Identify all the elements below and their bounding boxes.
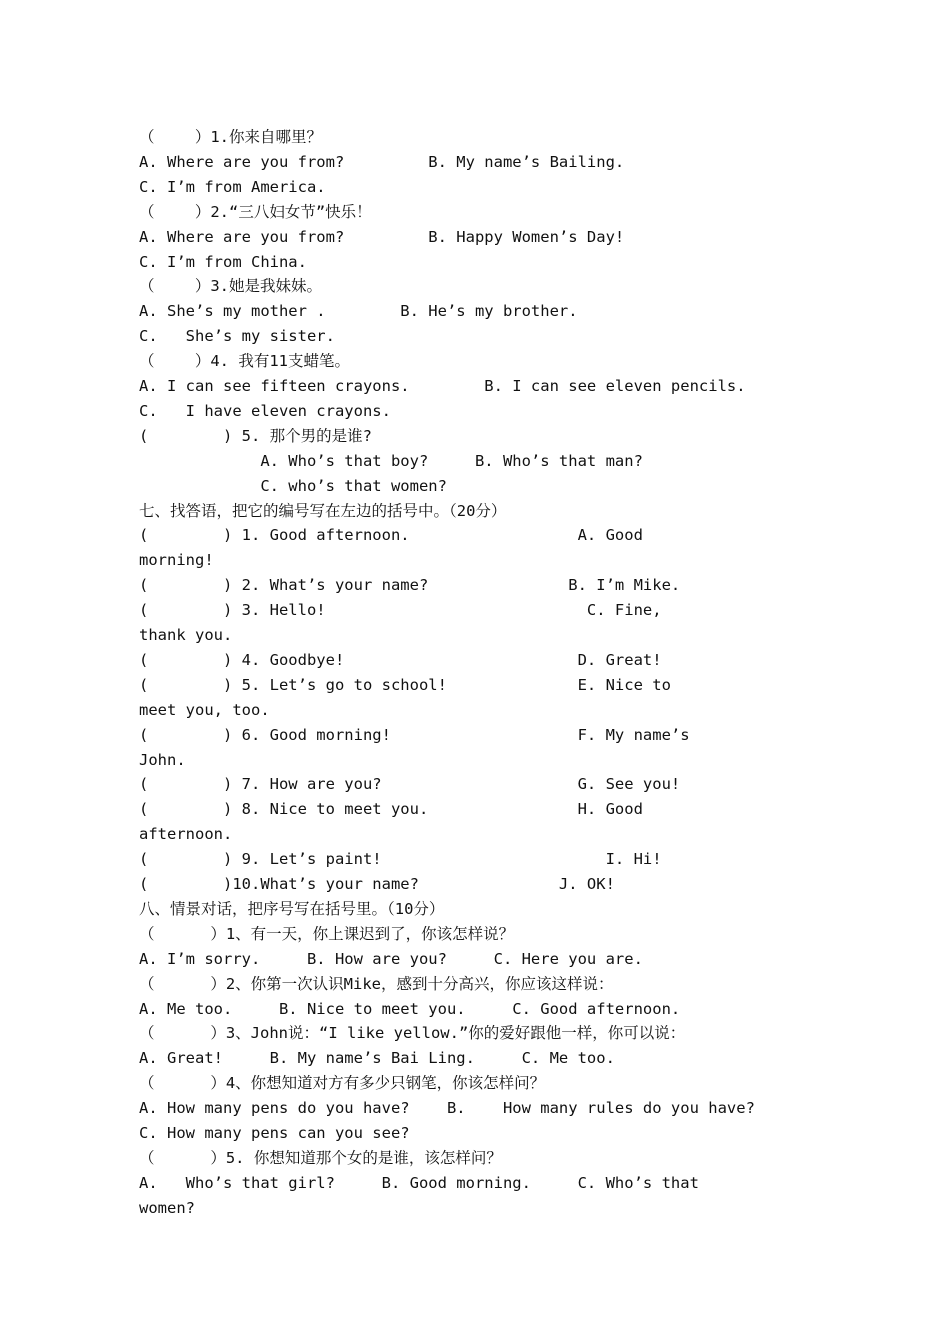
text-line: women?: [139, 1198, 195, 1217]
text-line: 七、找答语，把它的编号写在左边的括号中。（20分）: [139, 501, 507, 520]
text-line: A. She’s my mother . B. He’s my brother.: [139, 302, 578, 321]
text-line: A. Me too. B. Nice to meet you. C. Good afternoon.: [139, 999, 681, 1018]
text-line: C. I have eleven crayons.: [139, 401, 391, 420]
text-line: John.: [139, 750, 186, 769]
text-line: A. Where are you from? B. Happy Women’s Day!: [139, 227, 625, 246]
text-line: A. Great! B. My name’s Bai Ling. C. Me too.: [139, 1049, 615, 1068]
text-line: morning!: [139, 551, 214, 570]
text-line: （ ）4、你想知道对方有多少只钢笔，你该怎样问？: [139, 1074, 546, 1093]
text-line: ( ) 2. What’s your name? B. I’m Mike.: [139, 576, 681, 595]
text-line: A. Who’s that girl? B. Good morning. C. Who’s that: [139, 1173, 699, 1192]
text-line: A. I can see fifteen crayons. B. I can see eleven pencils.: [139, 377, 746, 395]
text-line: （ ）4. 我有11支蜡笔。: [139, 352, 350, 371]
text-line: A. Who’s that boy? B. Who’s that man?: [139, 451, 643, 470]
text-line: ( ) 3. Hello! C. Fine,: [139, 601, 662, 620]
text-line: （ ）3、John说：“I like yellow.”你的爱好跟他一样，你可以说：: [139, 1024, 686, 1043]
text-line: ( ) 7. How are you? G. See you!: [139, 775, 681, 794]
text-line: C. I’m from China.: [139, 252, 307, 271]
text-line: A. How many pens do you have? B. How many rules do you have?: [139, 1099, 755, 1118]
text-line: C. She’s my sister.: [139, 327, 335, 346]
text-line: 八、情景对话，把序号写在括号里。（10分）: [139, 899, 445, 918]
text-line: （ ）1.你来自哪里？: [139, 128, 322, 146]
text-line: （ ）5. 你想知道那个女的是谁，该怎样问？: [139, 1148, 502, 1167]
text-line: C. How many pens can you see?: [139, 1124, 410, 1142]
text-line: C. who’s that women?: [139, 476, 447, 495]
text-line: ( ) 6. Good morning! F. My name’s: [139, 725, 690, 744]
text-line: meet you, too.: [139, 700, 270, 719]
text-line: （ ）3.她是我妹妹。: [139, 277, 322, 296]
text-line: （ ）1、有一天，你上课迟到了，你该怎样说？: [139, 924, 515, 943]
text-line: ( ) 4. Goodbye! D. Great!: [139, 650, 662, 669]
text-line: afternoon.: [139, 825, 233, 844]
text-line: thank you.: [139, 626, 233, 644]
text-line: （ ）2.“三八妇女节”快乐！: [139, 202, 372, 221]
text-line: C. I’m from America.: [139, 177, 326, 196]
text-line: （ ）2、你第一次认识Mike，感到十分高兴，你应该这样说：: [139, 974, 614, 993]
text-line: ( ) 8. Nice to meet you. H. Good: [139, 800, 643, 819]
text-line: ( ) 1. Good afternoon. A. Good: [139, 526, 643, 545]
text-line: A. Where are you from? B. My name’s Bailing.: [139, 152, 625, 171]
text-line: ( ) 5. Let’s go to school! E. Nice to: [139, 675, 671, 694]
text-line: ( ) 5. 那个男的是谁?: [139, 426, 372, 445]
text-line: ( ) 9. Let’s paint! I. Hi!: [139, 850, 662, 869]
text-line: A. I’m sorry. B. How are you? C. Here you are.: [139, 949, 643, 968]
text-line: ( )10.What’s your name? J. OK!: [139, 875, 615, 893]
